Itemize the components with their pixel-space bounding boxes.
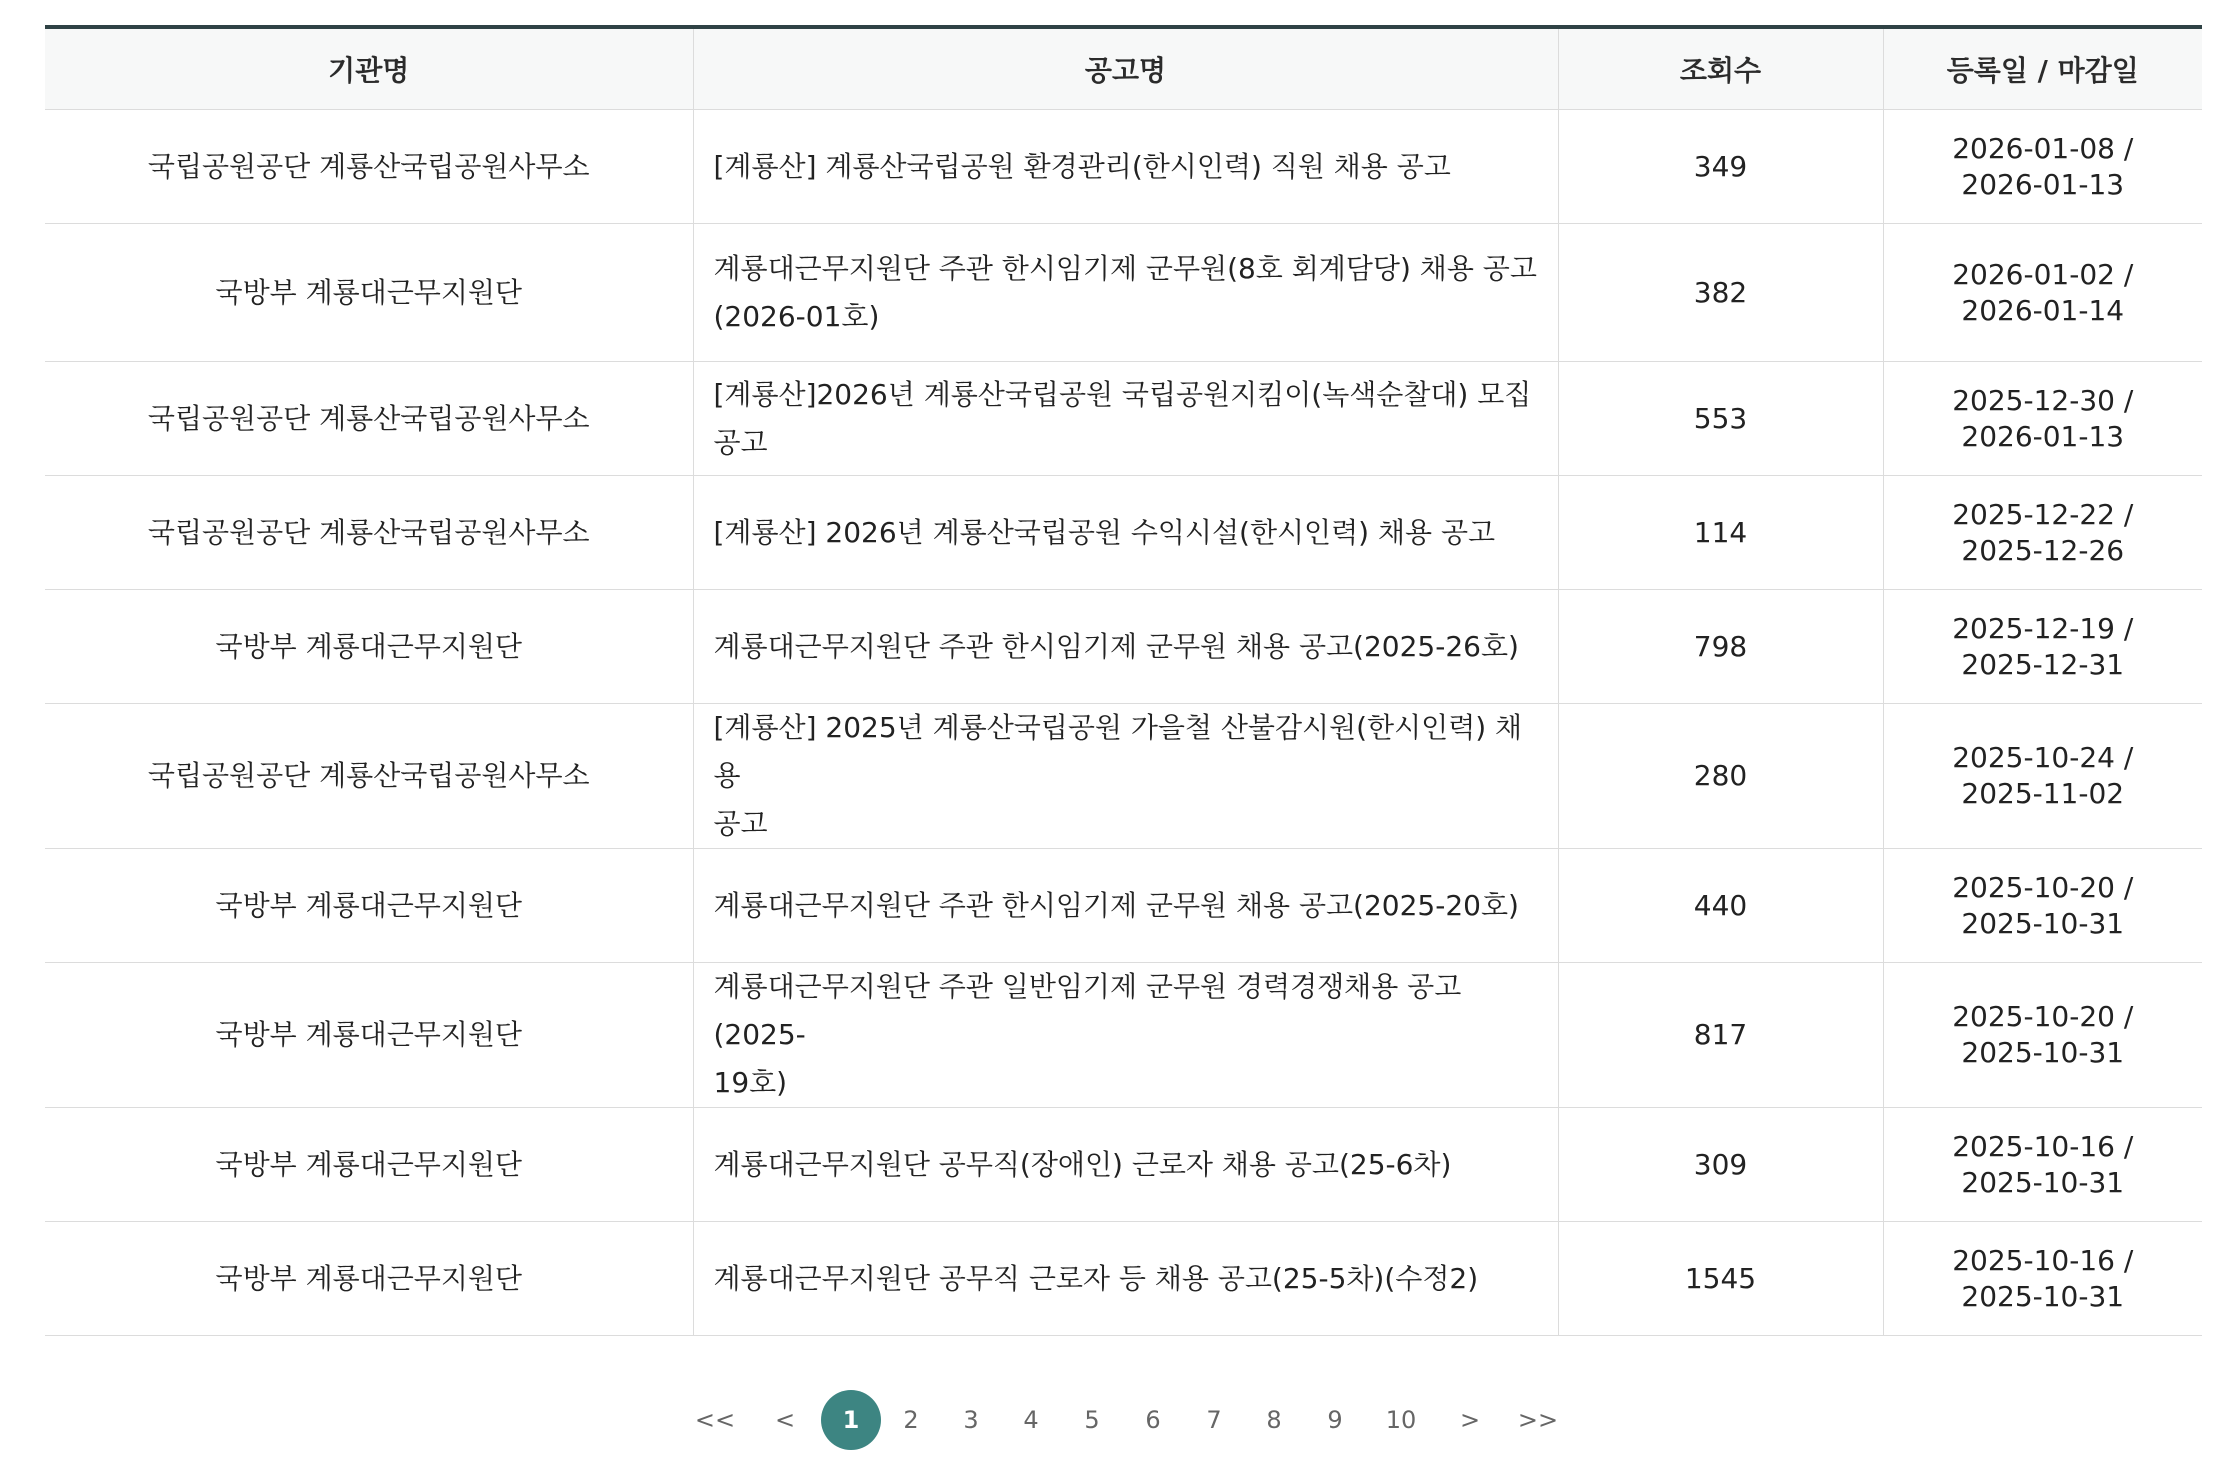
notice-title-link[interactable]	[693, 704, 1558, 849]
deadline-date: 2025-10-31	[1961, 1279, 2125, 1313]
table-row[interactable]	[45, 110, 2202, 224]
agency-cell: 국방부 계룡대근무지원단	[45, 1108, 693, 1222]
views-cell: 440	[1558, 849, 1883, 963]
pagination	[0, 1390, 2224, 1450]
page-button[interactable]: 10	[1385, 1406, 1417, 1434]
dates-cell	[1883, 110, 2202, 224]
agency-cell: 국립공원공단 계룡산국립공원사무소	[45, 110, 693, 224]
dates-cell	[1883, 963, 2202, 1108]
dates-cell	[1883, 224, 2202, 362]
page-button[interactable]: 6	[1145, 1406, 1161, 1434]
page-button[interactable]: 3	[963, 1406, 979, 1434]
views-cell: 553	[1558, 362, 1883, 476]
table-row[interactable]	[45, 704, 2202, 849]
notice-title-link[interactable]	[693, 1222, 1558, 1336]
notice-title-link[interactable]	[693, 362, 1558, 476]
page-button[interactable]: 5	[1084, 1406, 1100, 1434]
deadline-date: 2025-10-31	[1961, 906, 2125, 940]
page-button[interactable]: 8	[1266, 1406, 1282, 1434]
views-cell: 817	[1558, 963, 1883, 1108]
page-button[interactable]: 9	[1327, 1406, 1343, 1434]
page-button[interactable]: 2	[903, 1406, 919, 1434]
title-line: 계룡대근무지원단 공무직 근로자 등 채용 공고(25-5차)(수정2)	[713, 1261, 1479, 1295]
dates-cell	[1883, 849, 2202, 963]
header-agency: 기관명	[45, 27, 693, 110]
reg-date: 2025-10-20 /	[1952, 1000, 2134, 1033]
table-row[interactable]	[45, 362, 2202, 476]
dates-cell	[1883, 476, 2202, 590]
reg-date: 2025-10-16 /	[1952, 1129, 2134, 1163]
recruitment-board	[45, 25, 2202, 1336]
prev-page-button[interactable]: <	[774, 1406, 796, 1434]
title-line: 계룡대근무지원단 주관 한시임기제 군무원(8호 회계담당) 채용 공고	[713, 251, 1537, 285]
dates-cell	[1883, 1222, 2202, 1336]
title-line: 계룡대근무지원단 공무직(장애인) 근로자 채용 공고(25-6차)	[713, 1147, 1452, 1181]
last-page-button[interactable]: >>	[1517, 1406, 1559, 1434]
agency-cell: 국방부 계룡대근무지원단	[45, 224, 693, 362]
reg-date: 2026-01-08 /	[1952, 131, 2134, 165]
page-button-current[interactable]: 1	[821, 1390, 881, 1450]
table-row[interactable]	[45, 963, 2202, 1108]
title-line: [계룡산]2026년 계룡산국립공원 국립공원지킴이(녹색순찰대) 모집 공고	[713, 377, 1532, 459]
title-line: 계룡대근무지원단 주관 한시임기제 군무원 채용 공고(2025-26호)	[713, 629, 1519, 663]
dates-cell	[1883, 590, 2202, 704]
dates-cell	[1883, 362, 2202, 476]
page-button[interactable]: 4	[1023, 1406, 1039, 1434]
views-cell: 798	[1558, 590, 1883, 704]
agency-cell: 국립공원공단 계룡산국립공원사무소	[45, 362, 693, 476]
title-line: 계룡대근무지원단 주관 일반임기제 군무원 경력경쟁채용 공고(2025-	[713, 970, 1462, 1051]
agency-cell: 국립공원공단 계룡산국립공원사무소	[45, 704, 693, 849]
views-cell: 309	[1558, 1108, 1883, 1222]
first-page-button[interactable]: <<	[694, 1406, 736, 1434]
title-line: [계룡산] 2025년 계룡산국립공원 가을철 산불감시원(한시인력) 채용	[713, 711, 1523, 792]
agency-cell: 국방부 계룡대근무지원단	[45, 1222, 693, 1336]
title-line: [계룡산] 계룡산국립공원 환경관리(한시인력) 직원 채용 공고	[713, 149, 1451, 183]
views-cell: 1545	[1558, 1222, 1883, 1336]
notice-title-link[interactable]	[693, 849, 1558, 963]
job-notice-table	[45, 25, 2202, 1336]
table-header-row	[45, 27, 2202, 110]
views-cell: 114	[1558, 476, 1883, 590]
header-views: 조회수	[1558, 27, 1883, 110]
reg-date: 2025-12-30 /	[1952, 383, 2134, 417]
title-line: (2026-01호)	[713, 299, 880, 333]
deadline-date: 2026-01-13	[1961, 419, 2125, 453]
views-cell: 382	[1558, 224, 1883, 362]
table-row[interactable]	[45, 224, 2202, 362]
notice-title-link[interactable]	[693, 590, 1558, 704]
table-row[interactable]	[45, 1108, 2202, 1222]
views-cell: 280	[1558, 704, 1883, 849]
deadline-date: 2025-12-26	[1961, 533, 2125, 567]
header-title: 공고명	[693, 27, 1558, 110]
notice-title-link[interactable]	[693, 224, 1558, 362]
views-cell: 349	[1558, 110, 1883, 224]
title-line: 공고	[713, 807, 768, 840]
header-dates: 등록일 / 마감일	[1883, 27, 2202, 110]
title-line: 19호)	[713, 1066, 788, 1099]
reg-date: 2025-10-16 /	[1952, 1243, 2134, 1277]
table-row[interactable]	[45, 849, 2202, 963]
title-line: [계룡산] 2026년 계룡산국립공원 수익시설(한시인력) 채용 공고	[713, 515, 1496, 549]
notice-title-link[interactable]	[693, 110, 1558, 224]
page-button[interactable]: 7	[1206, 1406, 1222, 1434]
next-page-button[interactable]: >	[1459, 1406, 1481, 1434]
agency-cell: 국방부 계룡대근무지원단	[45, 849, 693, 963]
reg-date: 2025-10-20 /	[1952, 870, 2134, 904]
agency-cell: 국방부 계룡대근무지원단	[45, 590, 693, 704]
deadline-date: 2026-01-14	[1961, 293, 2125, 327]
dates-cell	[1883, 1108, 2202, 1222]
agency-cell: 국방부 계룡대근무지원단	[45, 963, 693, 1108]
table-row[interactable]	[45, 476, 2202, 590]
deadline-date: 2026-01-13	[1961, 167, 2125, 201]
reg-date: 2026-01-02 /	[1952, 257, 2134, 291]
deadline-date: 2025-11-02	[1961, 777, 2125, 810]
notice-title-link[interactable]	[693, 963, 1558, 1108]
reg-date: 2025-12-22 /	[1952, 497, 2134, 531]
reg-date: 2025-12-19 /	[1952, 611, 2134, 645]
deadline-date: 2025-10-31	[1961, 1165, 2125, 1199]
table-row[interactable]	[45, 1222, 2202, 1336]
title-line: 계룡대근무지원단 주관 한시임기제 군무원 채용 공고(2025-20호)	[713, 888, 1519, 922]
notice-title-link[interactable]	[693, 1108, 1558, 1222]
dates-cell	[1883, 704, 2202, 849]
agency-cell: 국립공원공단 계룡산국립공원사무소	[45, 476, 693, 590]
deadline-date: 2025-12-31	[1961, 647, 2125, 681]
deadline-date: 2025-10-31	[1961, 1036, 2125, 1069]
reg-date: 2025-10-24 /	[1952, 741, 2134, 774]
table-row[interactable]	[45, 590, 2202, 704]
notice-title-link[interactable]	[693, 476, 1558, 590]
